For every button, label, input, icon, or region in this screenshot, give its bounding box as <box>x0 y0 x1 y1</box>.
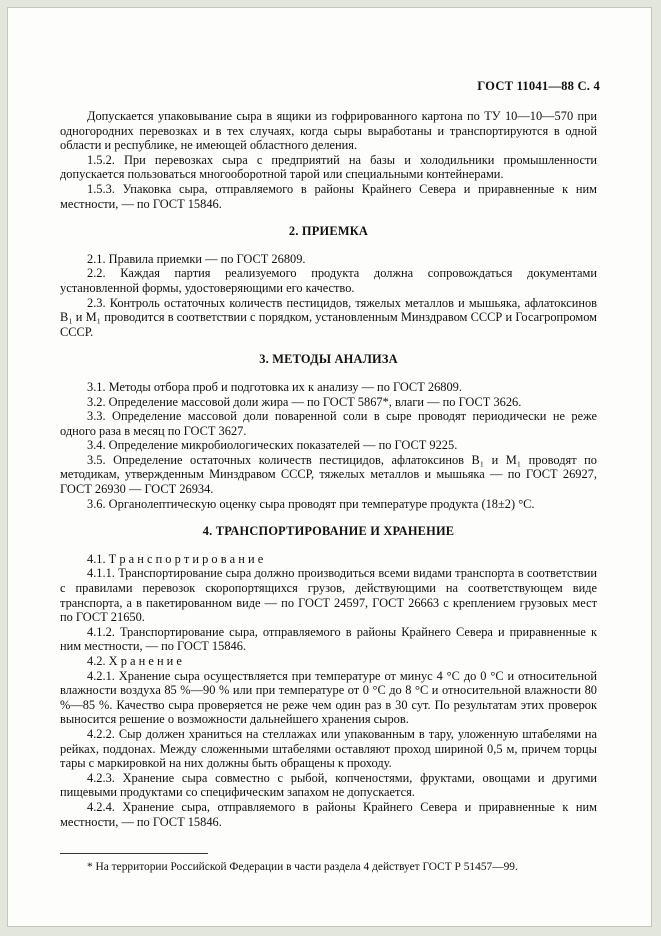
paragraph: Допускается упаковывание сыра в ящики из гофрированного картона по ТУ 10—10—570 при одногородних перевозках и в тех случаях, когда сыры выработаны и транспортируются в одной области и республике, не имеющей областного деления. <box>60 109 597 153</box>
subsection-title: 4.2. Х р а н е н и е <box>87 654 182 668</box>
paragraph: 4.2.4. Хранение сыра, отправляемого в районы Крайнего Севера и приравненные к ним местности, — по ГОСТ 15846. <box>60 799 597 829</box>
paragraph: 4.2.3. Хранение сыра совместно с рыбой, копченостями, фруктами, овощами и другими пищевыми продуктами со специфическим запахом не допускается. <box>60 770 597 800</box>
paragraph: 2.1. Правила приемки — по ГОСТ 26809. <box>87 251 306 266</box>
paragraph: 3.5. Определение остаточных количеств пестицидов, афлатоксинов В₁ и М₁ проводят по методикам, утвержденным Минздравом СССР, тяжелых металлов и мышьяка — по ГОСТ 26927, ГОСТ 26930 — ГОСТ 26934. <box>60 452 597 497</box>
paragraph: 1.5.2. При перевозках сыра с предприятий на базы и холодильники промышленности допускается пользоваться многооборотной тарой или специальными контейнерами. <box>60 152 597 182</box>
section-heading: 3. МЕТОДЫ АНАЛИЗА <box>259 352 398 367</box>
paragraph: 3.2. Определение массовой доли жира — по ГОСТ 5867*, влаги — по ГОСТ 3626. <box>87 394 522 409</box>
paragraph: 4.2.2. Сыр должен храниться на стеллажах или упакованным в тару, уложенную штабелями на рейках, поддонах. Между сложенными штабелями оставляют проход шириной 0,5 м, причем торцы тары с маркировкой на них должны быть обращены к проходу. <box>60 726 597 771</box>
paragraph: 2.2. Каждая партия реализуемого продукта должна сопровождаться документами установленной формы, удостоверяющими его качество. <box>60 266 597 295</box>
paragraph: 3.4. Определение микробиологических показателей — по ГОСТ 9225. <box>87 438 458 453</box>
section-heading: 4. ТРАНСПОРТИРОВАНИЕ И ХРАНЕНИЕ <box>202 524 455 539</box>
footnote: * На территории Российской Федерации в части раздела 4 действует ГОСТ Р 51457—99. <box>87 861 518 873</box>
section-heading: 2. ПРИЕМКА <box>288 224 369 239</box>
document-page <box>7 7 652 927</box>
footnote-divider <box>60 853 208 854</box>
paragraph: 2.3. Контроль остаточных количеств пестицидов, тяжелых металлов и мышьяка, афлатоксинов В₁ и М₁ проводится в соответствии с порядком, установленным Минздравом СССР и Госагропромом СССР. <box>60 295 597 339</box>
document-body <box>60 109 597 829</box>
paragraph: 3.3. Определение массовой доли поваренной соли в сыре проводят периодически не реже одного раза в месяц по ГОСТ 3627. <box>60 409 597 438</box>
page-header: ГОСТ 11041—88 С. 4 <box>477 79 600 93</box>
subsection-title: 4.1. Т р а н с п о р т и р о в а н и е <box>87 551 264 566</box>
footnote-area <box>60 853 597 875</box>
paragraph: 4.1.2. Транспортирование сыра, отправляемого в районы Крайнего Севера и приравненные к ним местности, — по ГОСТ 15846. <box>60 624 597 654</box>
paragraph: 4.2.1. Хранение сыра осуществляется при температуре от минус 4 °С до 0 °С и относительной влажности воздуха 85 %—90 % или при температуре от 0 °С до 8 °С и относительной влажности 80 %—85 %. Качество сыра проверяется не реже чем один раз в 30 сут. По результатам этих проверок выносится решение о возможности дальнейшего хранения сыров. <box>60 668 597 727</box>
paragraph: 1.5.3. Упаковка сыра, отправляемого в районы Крайнего Севера и приравненные к ним местности, — по ГОСТ 15846. <box>60 181 597 211</box>
paragraph: 3.6. Органолептическую оценку сыра проводят при температуре продукта (18±2) °С. <box>87 496 535 511</box>
paragraph: 4.1.1. Транспортирование сыра должно производиться всеми видами транспорта в соответствии с правилами перевозок скоропортящихся грузов, действующими на соответствующем виде транспорта, а в пакетированном виде — по ГОСТ 24597, ГОСТ 26663 с креплением грузовых мест по ГОСТ 21650. <box>60 566 597 625</box>
paragraph: 3.1. Методы отбора проб и подготовка их к анализу — по ГОСТ 26809. <box>87 379 462 394</box>
